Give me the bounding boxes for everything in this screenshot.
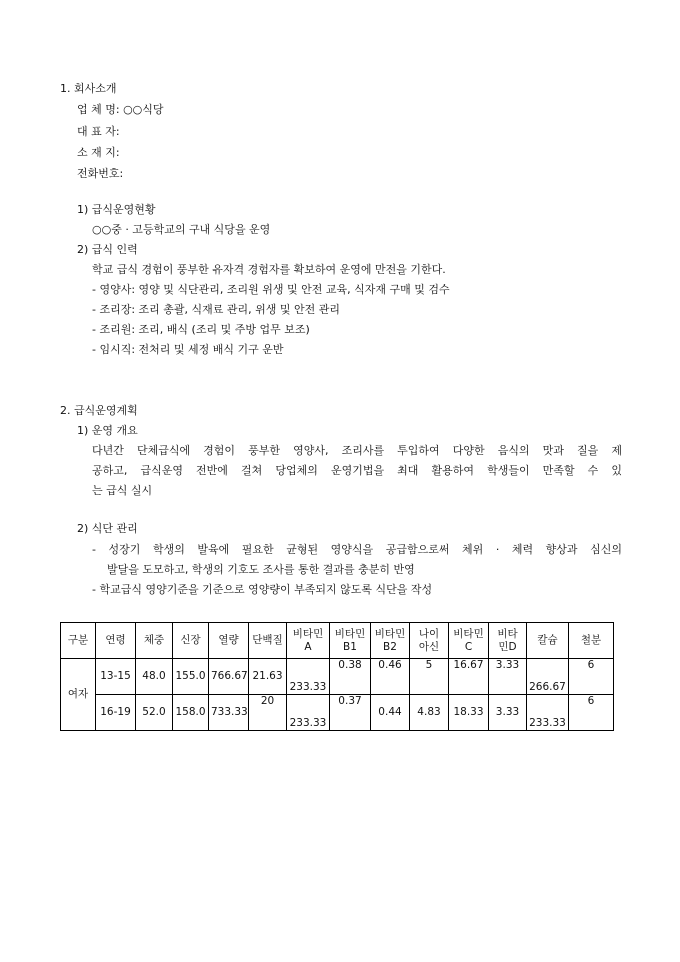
group-cell: 여자 bbox=[61, 659, 96, 731]
staff-intro: 학교 급식 경험이 풍부한 유자격 경험자를 확보하여 운영에 만전을 기한다. bbox=[92, 263, 446, 276]
menu-item-continued: 발달을 도모하고, 학생의 기호도 조사를 통한 결과를 충분히 반영 bbox=[107, 563, 415, 576]
operation-status-heading: 1) 급식운영현황 bbox=[77, 203, 156, 216]
vitamin-b1-cell: 0.37 bbox=[330, 695, 371, 731]
header-vitamin-b1: 비타민 B1 bbox=[330, 623, 371, 659]
staff-item: - 영양사: 영양 및 식단관리, 조리원 위생 및 안전 교육, 식자재 구매 및 검수 bbox=[92, 283, 450, 296]
table-header-row bbox=[61, 623, 614, 659]
overview-heading: 1) 운영 개요 bbox=[77, 424, 138, 437]
iron-cell: 6 bbox=[569, 659, 614, 695]
staff-item: - 조리장: 조리 총괄, 식재료 관리, 위생 및 안전 관리 bbox=[92, 303, 341, 316]
vitamin-b2-cell: 0.44 bbox=[371, 695, 410, 731]
company-value: ○○식당 bbox=[123, 103, 164, 116]
calories-cell: 766.67 bbox=[209, 659, 249, 695]
menu-item: - 성장기 학생의 발육에 필요한 균형된 영양식을 공급함으로써 체위 · 체력 향상과 심신의 bbox=[92, 543, 622, 556]
vitamin-b1-cell: 0.38 bbox=[330, 659, 371, 695]
overview-line: 는 급식 실시 bbox=[92, 484, 153, 497]
header-calories: 열량 bbox=[209, 623, 249, 659]
header-vitamin-b2: 비타민 B2 bbox=[371, 623, 410, 659]
header-calcium: 칼슘 bbox=[527, 623, 569, 659]
niacin-cell: 5 bbox=[410, 659, 449, 695]
iron-cell: 6 bbox=[569, 695, 614, 731]
vitamin-d-cell: 3.33 bbox=[489, 659, 527, 695]
header-iron: 철분 bbox=[569, 623, 614, 659]
overview-line: 공하고, 급식운영 전반에 걸쳐 당업체의 운영기법을 최대 활용하여 학생들이 만족할 수 있 bbox=[92, 464, 622, 477]
header-protein: 단백질 bbox=[249, 623, 287, 659]
header-age: 연령 bbox=[96, 623, 136, 659]
header-category: 구분 bbox=[61, 623, 96, 659]
table-row bbox=[61, 659, 614, 695]
protein-cell: 21.63 bbox=[249, 659, 287, 695]
staff-heading: 2) 급식 인력 bbox=[77, 243, 138, 256]
section1-title: 1. 회사소개 bbox=[60, 82, 117, 95]
protein-cell: 20 bbox=[249, 695, 287, 731]
height-cell: 155.0 bbox=[173, 659, 209, 695]
vitamin-b2-cell: 0.46 bbox=[371, 659, 410, 695]
header-height: 신장 bbox=[173, 623, 209, 659]
age-cell: 13-15 bbox=[96, 659, 136, 695]
menu-management-heading: 2) 식단 관리 bbox=[77, 522, 138, 535]
niacin-cell: 4.83 bbox=[410, 695, 449, 731]
vitamin-a-cell: 233.33 bbox=[287, 695, 330, 731]
company-label: 업 체 명: bbox=[77, 103, 120, 116]
operation-status-text: ○○중 · 고등학교의 구내 식당을 운영 bbox=[92, 223, 271, 236]
overview-line: 다년간 단체급식에 경험이 풍부한 영양사, 조리사를 투입하여 다양한 음식의 맛과 질을 제 bbox=[92, 444, 622, 457]
header-weight: 체중 bbox=[136, 623, 173, 659]
weight-cell: 52.0 bbox=[136, 695, 173, 731]
header-vitamin-c: 비타민 C bbox=[449, 623, 489, 659]
table-row bbox=[61, 695, 614, 731]
weight-cell: 48.0 bbox=[136, 659, 173, 695]
address-label: 소 재 지: bbox=[77, 146, 120, 159]
vitamin-d-cell: 3.33 bbox=[489, 695, 527, 731]
section2-title: 2. 급식운영계획 bbox=[60, 404, 138, 417]
height-cell: 158.0 bbox=[173, 695, 209, 731]
header-vitamin-d: 비타 민D bbox=[489, 623, 527, 659]
header-vitamin-a: 비타민 A bbox=[287, 623, 330, 659]
calcium-cell: 233.33 bbox=[527, 695, 569, 731]
company-row bbox=[77, 103, 164, 116]
vitamin-c-cell: 18.33 bbox=[449, 695, 489, 731]
age-cell: 16-19 bbox=[96, 695, 136, 731]
staff-item: - 임시직: 전처리 및 세정 배식 기구 운반 bbox=[92, 343, 284, 356]
vitamin-a-cell: 233.33 bbox=[287, 659, 330, 695]
menu-item: - 학교급식 영양기준을 기준으로 영양량이 부족되지 않도록 식단을 작성 bbox=[92, 583, 433, 596]
header-niacin: 나이 아신 bbox=[410, 623, 449, 659]
staff-item: - 조리원: 조리, 배식 (조리 및 주방 업무 보조) bbox=[92, 323, 310, 336]
ceo-label: 대 표 자: bbox=[77, 125, 120, 138]
nutrition-standard-table bbox=[60, 622, 614, 731]
phone-label: 전화번호: bbox=[77, 167, 124, 180]
calcium-cell: 266.67 bbox=[527, 659, 569, 695]
calories-cell: 733.33 bbox=[209, 695, 249, 731]
vitamin-c-cell: 16.67 bbox=[449, 659, 489, 695]
